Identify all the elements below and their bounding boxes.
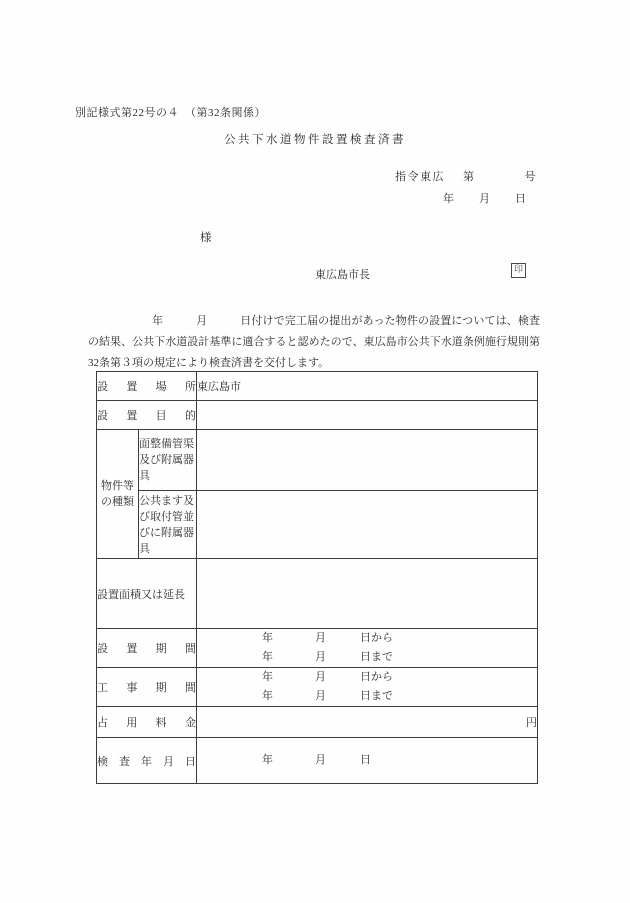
issue-date-line [390,190,550,206]
body-blank-year: 年 [152,315,164,327]
inspection-month: 月 [315,754,326,766]
install-from-month: 月 [315,632,326,644]
directive-number-line [390,168,550,184]
location-label-cell: 設置場所 [97,372,197,401]
document-title: 公共下水道物件設置検査済書 [224,134,406,146]
install-period-value-cell [197,629,538,668]
install-from-day: 日から [360,632,393,644]
install-period-from [197,629,537,648]
inspection-label-cell: 検査年月日 [97,738,197,784]
fee-label-cell: 占用料金 [97,707,197,738]
area-value-cell [197,559,538,629]
issue-date-month: 月 [479,193,490,205]
issue-date-year: 年 [443,193,454,205]
body-paragraph [88,311,540,374]
row-kind-sub2 [97,491,538,559]
kind-sub2-label-cell: 公共ます及び取付管並びに附属器具 [139,491,197,559]
purpose-value-cell [197,401,538,430]
row-work-period [97,668,538,707]
work-period-label-cell: 工事期間 [97,668,197,707]
install-to-year: 年 [262,651,273,663]
work-period-value-cell [197,668,538,707]
body-blank-month: 月 [196,315,208,327]
work-from-month: 月 [315,671,326,683]
body-text: 日付けで完工届の提出があった物件の設置については、検査の結果、公共下水道設計基準に適合すると認めたので、東広島市公共下水道条例施行規則第32条第３項の規定により検査済書を交付します。 [88,315,541,369]
addressee-honorific: 様 [200,232,212,244]
inspection-date-line [197,751,537,770]
row-install-period [97,629,538,668]
area-label-cell: 設置面積又は延長 [97,559,197,629]
install-period-to [197,648,537,667]
directive-prefix: 指令東広 [395,171,445,183]
location-value-cell: 東広島市 [197,372,538,401]
work-to-month: 月 [315,690,326,702]
inspection-value-cell [197,738,538,784]
install-period-label-cell: 設置期間 [97,629,197,668]
issue-date-day: 日 [515,193,526,205]
directive-no-unit: 号 [524,171,537,183]
issuer-name: 東広島市長 [315,269,370,281]
install-from-year: 年 [262,632,273,644]
inspection-day: 日 [360,754,371,766]
work-from-year: 年 [262,671,273,683]
work-to-day: 日まで [360,690,393,702]
row-fee [97,707,538,738]
fee-value-cell: 円 [197,707,538,738]
seal-mark: 印 [511,263,526,278]
directive-no-label: 第 [463,171,476,183]
install-to-day: 日まで [360,651,393,663]
row-inspection-date [97,738,538,784]
work-to-year: 年 [262,690,273,702]
kind-label-cell: 物件等の種類 [97,430,139,559]
row-kind-sub1 [97,430,538,491]
kind-sub1-label-cell: 面整備管渠及び附属器具 [139,430,197,491]
work-from-day: 日から [360,671,393,683]
work-period-from [197,668,537,687]
kind-sub2-value-cell [197,491,538,559]
form-number-label: 別記様式第22号の４ （第32条関係） [75,107,266,119]
kind-sub1-value-cell [197,430,538,491]
row-purpose [97,401,538,430]
row-location [97,372,538,401]
form-table [96,371,538,784]
install-to-month: 月 [315,651,326,663]
inspection-year: 年 [262,754,273,766]
row-area [97,559,538,629]
purpose-label-cell: 設置目的 [97,401,197,430]
work-period-to [197,687,537,706]
